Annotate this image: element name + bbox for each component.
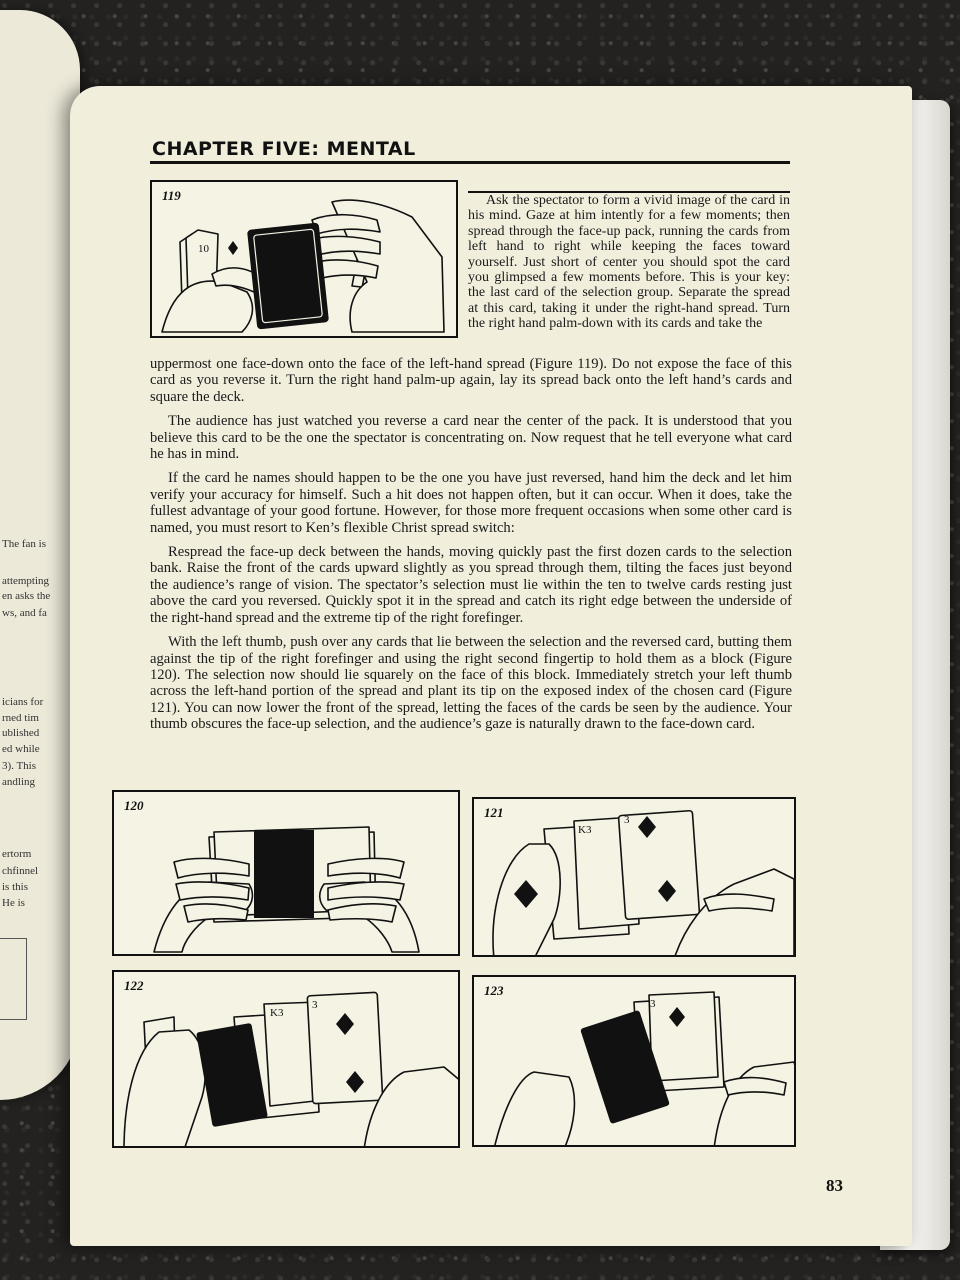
svg-text:10: 10 [198,243,209,255]
left-page-fragment: ertorm [2,848,32,860]
figure-121 [472,797,796,957]
paragraph-intro: Ask the spectator to form a vivid image of the card in his mind. Gaze at him intently for a few moments; then spread through the face-up pack, running the cards from left hand to right while keeping the faces toward yourself. Just short of center you should spot the card you glimpsed a few moments before. This is your key: the last card of the selection group. Separate the spread at this card, taking it under the right-hand spread. Turn the right hand palm-down with its cards and take the [468,193,790,332]
left-page-fragment: He is [2,897,25,909]
figure-number: 123 [484,983,504,998]
left-page-fragment: ws, and fa [2,607,47,619]
figure-number: 122 [124,978,144,993]
paragraph: With the left thumb, push over any cards that lie between the selection and the reversed card, butting them against the tip of the right forefinger and using the right second fingertip to hold them as a block (Figure 120). The selection now should lie squarely on the face of this block. Immediately stretch your left thumb across the left-hand portion of the spread and plant its tip on the exposed index of the chosen card (Figure 121). You can now lower the front of the spread, letting the faces of the cards be seen by the audience. Your thumb obscures the face-up selection, and the audience’s gaze is naturally drawn to the face-down card. [150,634,792,733]
figure-120 [112,790,460,956]
left-page-fragment: 3). This [2,760,37,772]
left-page-fragment: en asks the [2,590,51,602]
svg-text:3: 3 [312,999,318,1011]
figure-number: 120 [124,798,144,813]
left-page-fragment: is this [2,881,28,893]
body-text [150,356,792,741]
svg-text:3: 3 [624,814,630,826]
paragraph: Respread the face-up deck between the hands, moving quickly past the first dozen cards to the selection bank. Raise the front of the cards upward slightly as you spread through them, tilting the faces just beyond the audience’s range of vision. The spectator’s selection must lie within the ten to twelve cards resting just above the card you reversed. Quickly spot it in the spread and catch its right edge between the underside of the right-hand spread and the extreme tip of the right forefinger. [150,544,792,626]
figure-122 [112,970,460,1148]
paragraph: If the card he names should happen to be the one you have just reversed, hand him the deck and let him verify your accuracy for himself. Such a hit does not happen often, but it can occur. When it does, take the fullest advantage of your good fortune. However, for those more frequent occasions when some other card is named, you must resort to Ken’s flexible Christ spread switch: [150,470,792,536]
lowered-spread-illustration [114,972,460,1148]
figure-119 [150,180,458,338]
body-text-side [468,193,790,340]
left-facing-page [0,10,80,1100]
left-page-fragment: chfinnel [2,865,39,877]
left-page-box [0,938,27,1020]
figure-123 [472,975,796,1147]
left-page-fragment: ublished [2,727,40,739]
page-number: 83 [826,1176,843,1195]
hands-spread-illustration [152,182,458,338]
paragraph: The audience has just watched you reverse a card near the center of the pack. It is understood that you believe this card to be the one the spectator is concentrating on. Now request that he tell everyone what card he has in mind. [150,413,792,463]
paragraph-continued: uppermost one face-down onto the face of the left-hand spread (Figure 119). Do not expose the face of this card as you reverse it. Turn the right hand palm-up again, lay its spread back onto the left hand’s cards and square the deck. [150,356,792,405]
svg-text:K3: K3 [578,824,592,836]
figure-number: 119 [162,188,181,203]
svg-text:3: 3 [650,998,656,1010]
left-page-fragment: The fan is [2,538,46,550]
left-page-fragment: rned tim [2,712,39,724]
chapter-title: CHAPTER FIVE: MENTAL [152,138,416,160]
figure-number: 121 [484,805,504,820]
hands-block-illustration [114,792,460,956]
left-page-fragment: andling [2,776,35,788]
left-page-fragment: attempting [2,575,50,587]
title-rule [150,161,790,164]
left-page-fragment: icians for [2,696,44,708]
face-down-card-illustration [474,977,796,1147]
left-page-fragment: ed while [2,743,40,755]
svg-text:K3: K3 [270,1007,284,1019]
thumb-on-index-illustration [474,799,796,957]
